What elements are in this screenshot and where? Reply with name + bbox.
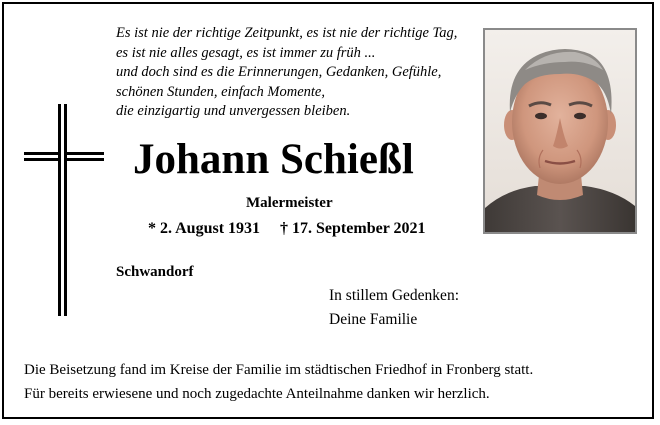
funeral-notice-text xyxy=(24,358,533,406)
poem-line: und doch sind es die Erinnerungen, Gedanken, Gefühle, xyxy=(116,64,442,80)
death-date: † 17. September 2021 xyxy=(280,220,426,237)
deceased-name: Johann Schießl xyxy=(133,136,414,183)
poem-line: es ist nie alles gesagt, es ist immer zu früh ... xyxy=(116,44,376,61)
poem-line: schönen Stunden, einfach Momente, xyxy=(116,83,325,100)
footer-line: Die Beisetzung fand im Kreise der Familie im städtischen Friedhof in Fronberg statt. xyxy=(24,362,534,378)
birth-date: * 2. August 1931 xyxy=(148,220,261,237)
life-dates xyxy=(148,220,426,238)
poem-line: Es ist nie der richtige Zeitpunkt, es ist nie der richtige Tag, xyxy=(116,25,458,41)
occupation: Malermeister xyxy=(246,195,333,211)
memorial-line: Deine Familie xyxy=(329,311,418,328)
poem-line: die einzigartig und unvergessen bleiben. xyxy=(116,103,351,119)
poem-block xyxy=(116,24,457,122)
memorial-line: In stillem Gedenken: xyxy=(329,287,459,304)
portrait-photo xyxy=(483,28,637,234)
footer-line: Für bereits erwiesene und noch zugedachte Anteilnahme danken wir herzlich. xyxy=(24,386,490,402)
hometown: Schwandorf xyxy=(116,264,194,280)
cross-icon xyxy=(24,104,104,316)
memorial-signature xyxy=(329,284,459,332)
